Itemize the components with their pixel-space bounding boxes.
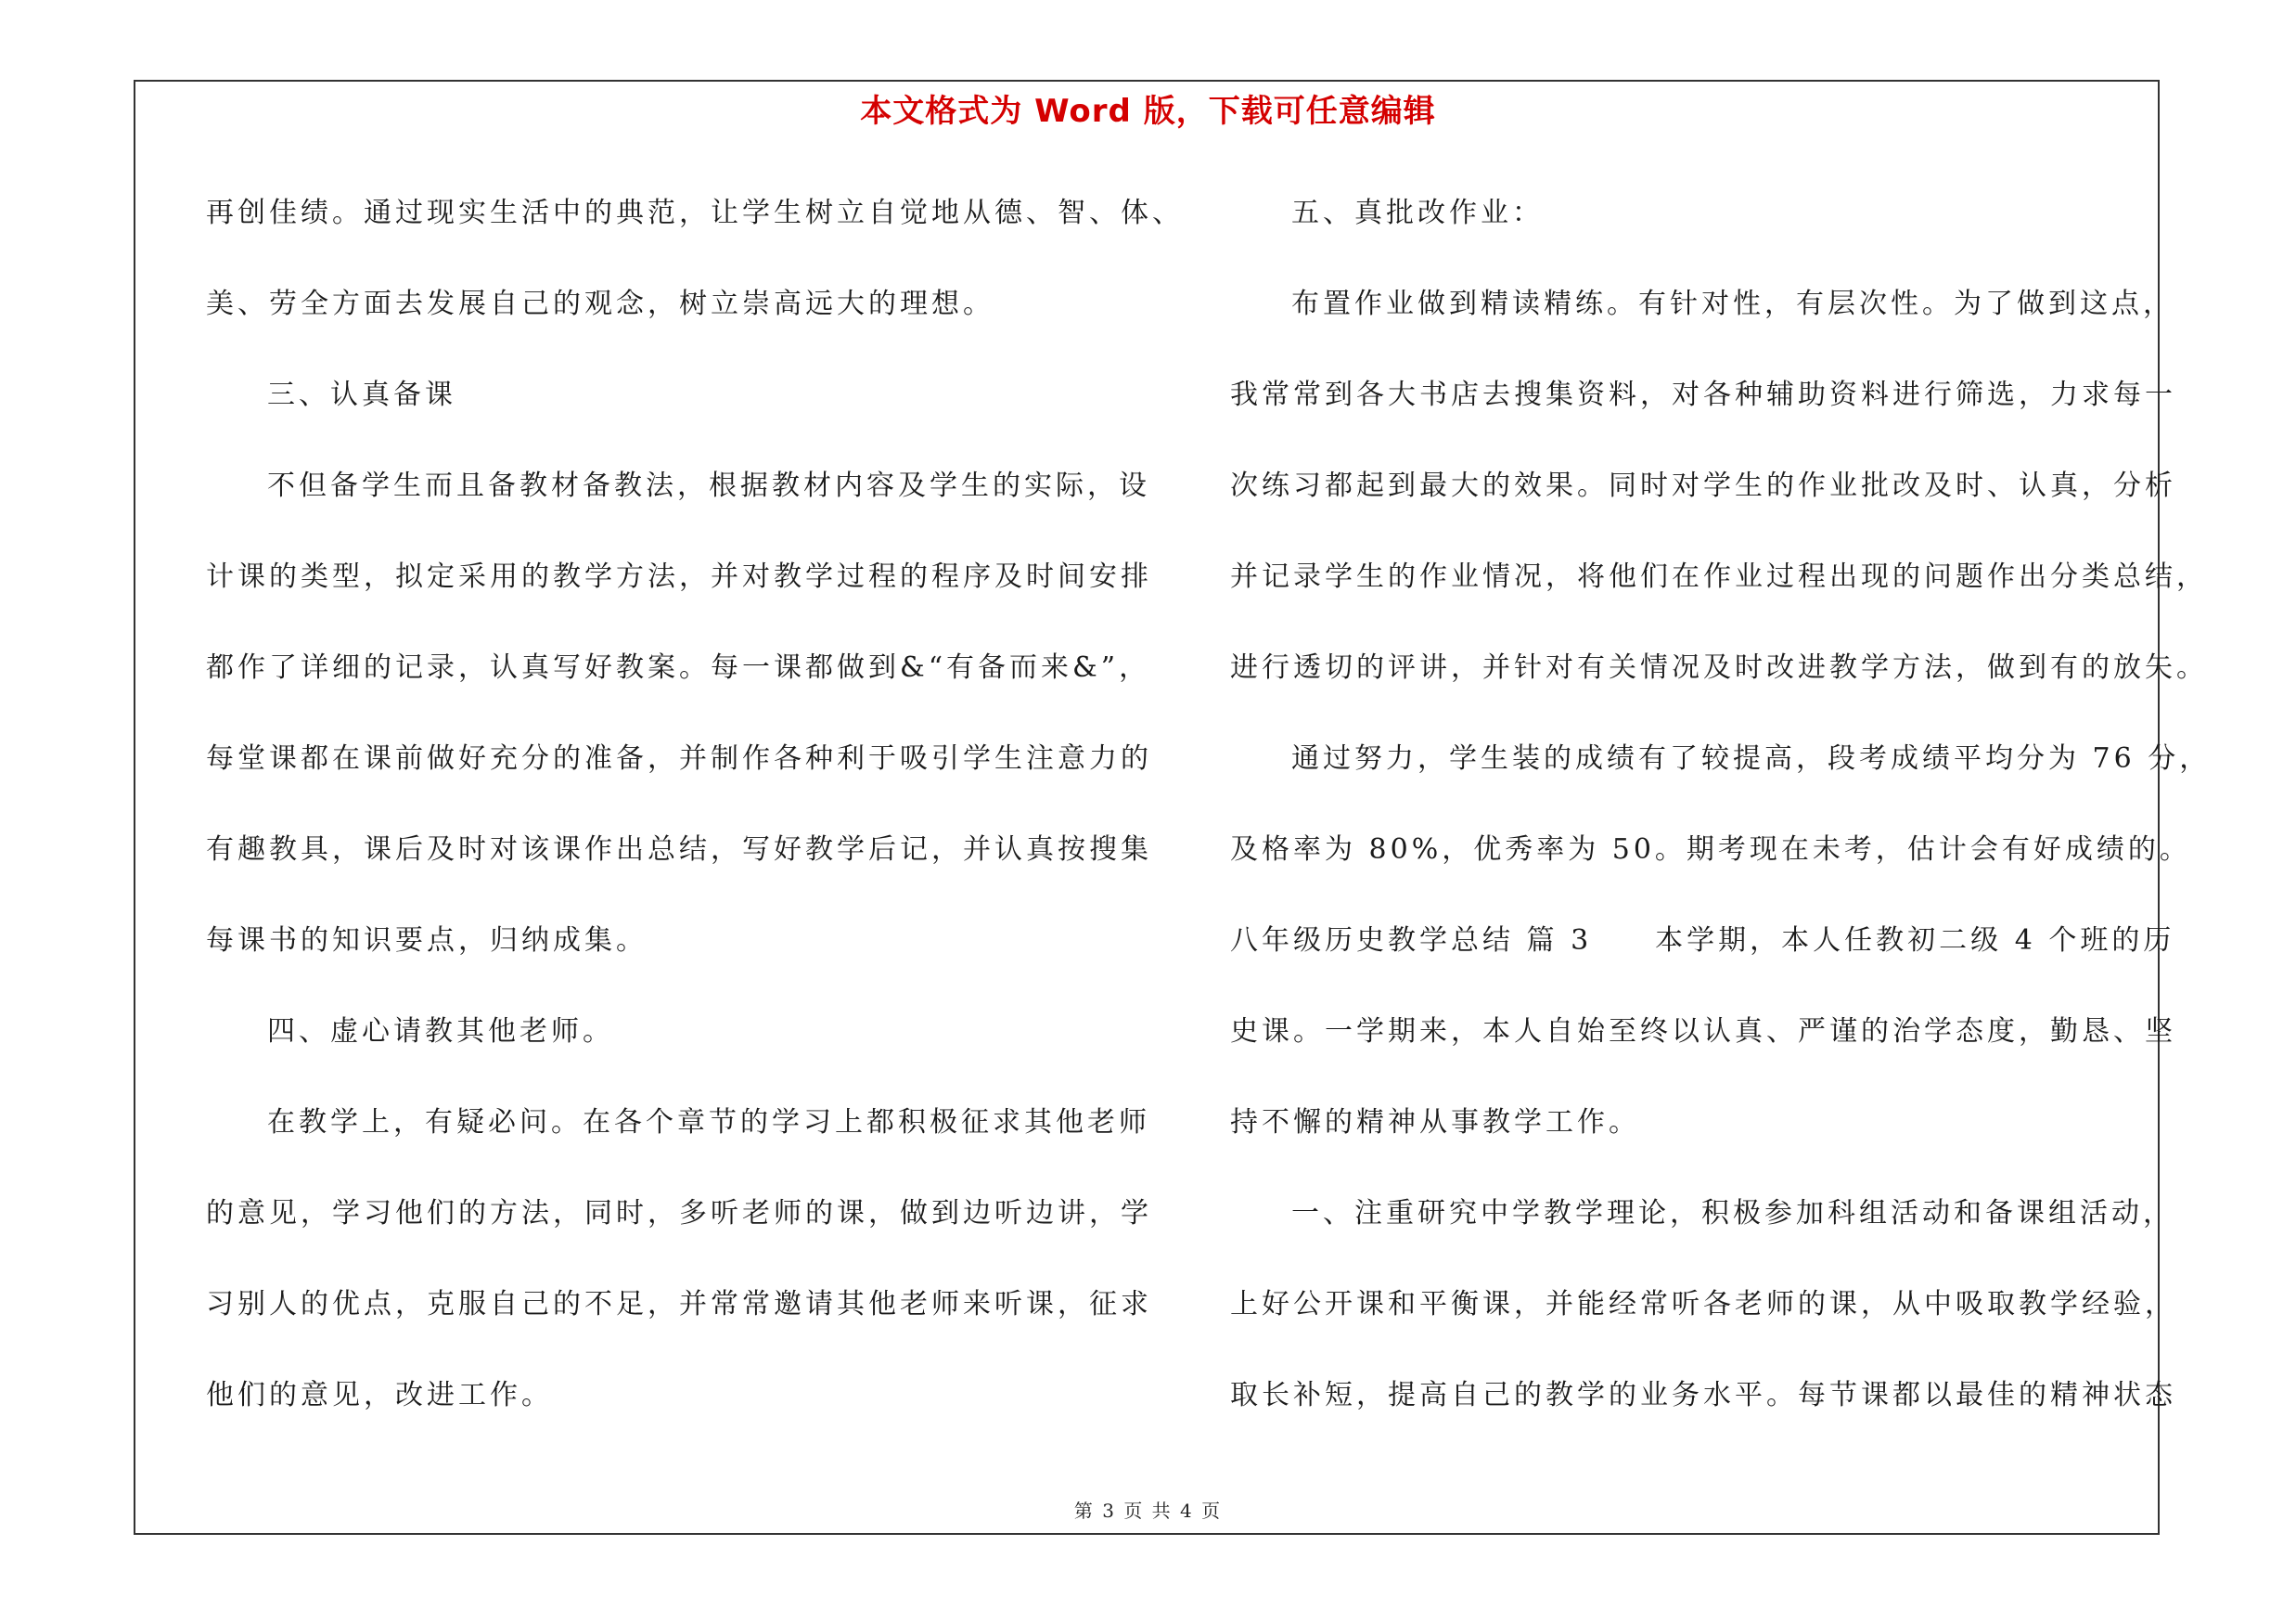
text-line: 我常常到各大书店去搜集资料，对各种辅助资料进行筛选，力求每一 — [1230, 379, 2176, 411]
text-line: 不但备学生而且备教材备教法，根据教材内容及学生的实际，设 — [267, 470, 1150, 502]
text-line: 都作了详细的记录，认真写好教案。每一课都做到&“有备而来&”， — [206, 651, 1151, 684]
text-line: 五、真批改作业： — [1291, 197, 1544, 229]
text-line: 四、虚心请教其他老师。 — [267, 1015, 614, 1048]
text-line: 取长补短，提高自己的教学的业务水平。每节课都以最佳的精神状态 — [1230, 1379, 2176, 1411]
text-line: 布置作业做到精读精练。有针对性，有层次性。为了做到这点， — [1291, 288, 2174, 320]
text-line: 三、认真备课 — [267, 379, 456, 411]
text-line: 上好公开课和平衡课，并能经常听各老师的课，从中吸取教学经验， — [1230, 1288, 2176, 1320]
text-line: 再创佳绩。通过现实生活中的典范，让学生树立自觉地从德、智、体、 — [206, 197, 1184, 229]
text-line: 史课。一学期来，本人自始至终以认真、严谨的治学态度，勤恳、坚 — [1230, 1015, 2176, 1048]
word-format-banner: 本文格式为 Word 版，下载可任意编辑 — [860, 93, 1436, 130]
text-line: 八年级历史教学总结 篇 3 本学期，本人任教初二级 4 个班的历 — [1230, 924, 2175, 957]
text-line: 及格率为 80%，优秀率为 50。期考现在未考，估计会有好成绩的。 — [1230, 833, 2191, 866]
text-line: 次练习都起到最大的效果。同时对学生的作业批改及时、认真，分析 — [1230, 470, 2176, 502]
text-line: 在教学上，有疑必问。在各个章节的学习上都积极征求其他老师 — [267, 1106, 1150, 1139]
text-line: 有趣教具，课后及时对该课作出总结，写好教学后记，并认真按搜集 — [206, 833, 1152, 866]
text-line: 习别人的优点，克服自己的不足，并常常邀请其他老师来听课，征求 — [206, 1288, 1152, 1320]
left-text-column — [206, 184, 1184, 1457]
text-line: 并记录学生的作业情况，将他们在作业过程出现的问题作出分类总结， — [1230, 560, 2208, 593]
text-line: 持不懈的精神从事教学工作。 — [1230, 1106, 1640, 1139]
text-line: 的意见，学习他们的方法，同时，多听老师的课，做到边听边讲，学 — [206, 1197, 1152, 1230]
text-line: 一、注重研究中学教学理论，积极参加科组活动和备课组活动， — [1291, 1197, 2174, 1230]
text-line: 他们的意见，改进工作。 — [206, 1379, 553, 1411]
text-line: 进行透切的评讲，并针对有关情况及时改进教学方法，做到有的放矢。 — [1230, 651, 2208, 684]
right-text-column — [1230, 184, 2212, 1457]
text-line: 美、劳全方面去发展自己的观念，树立崇高远大的理想。 — [206, 288, 994, 320]
text-line: 每课书的知识要点，归纳成集。 — [206, 924, 648, 957]
page-number-footer: 第 3 页 共 4 页 — [1073, 1500, 1223, 1522]
text-line: 每堂课都在课前做好充分的准备，并制作各种利于吸引学生注意力的 — [206, 742, 1152, 775]
text-line: 计课的类型，拟定采用的教学方法，并对教学过程的程序及时间安排 — [206, 560, 1152, 593]
text-line: 通过努力，学生装的成绩有了较提高，段考成绩平均分为 76 分， — [1291, 742, 2212, 775]
